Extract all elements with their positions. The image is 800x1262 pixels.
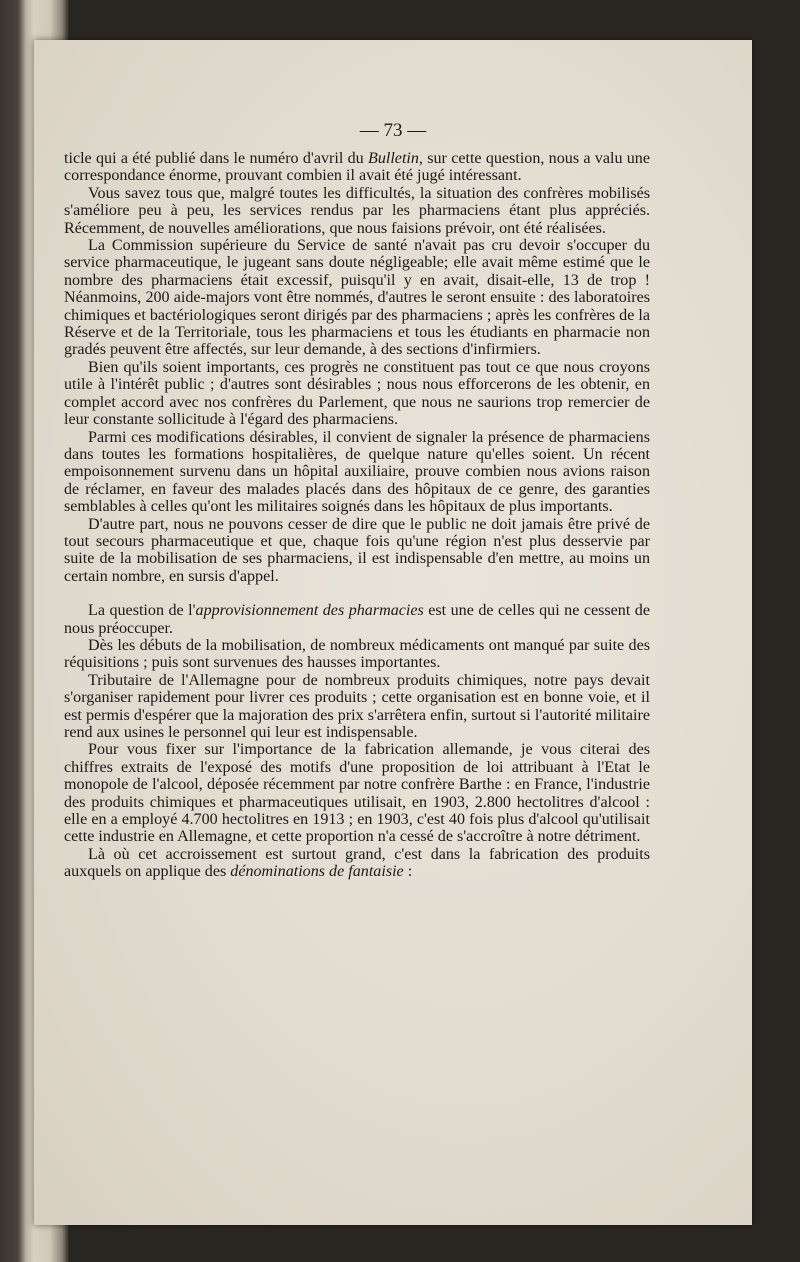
text-span: Parmi ces modifications désirables, il convient de signaler la présence de pharmaciens dans toutes les formations hospitalières, de quelque nature qu'elles soient. Un récent empoisonnement survenu dans un hôpital auxiliaire, prouve combien nous avions raison de réclamer, en faveur des malades placés dans des hôpitaux de ce genre, des garanties semblables à celles qu'ont les militaires soignés dans les hôpitaux de plus importants. (64, 428, 650, 516)
body-text (64, 150, 650, 881)
text-span: Dès les débuts de la mobilisation, de nombreux médicaments ont manqué par suite des réquisitions ; puis sont survenues des hausses importantes. (64, 636, 650, 672)
text-span: La Commission supérieure du Service de santé n'avait pas cru devoir s'occuper du service pharmaceutique, le jugeant sans doute négligeable; elle avait même estimé que le nombre des pharmaciens était excessif, puisqu'il y en avait, disait-elle, 13 de trop ! Néanmoins, 200 aide-majors vont être nommés, d'autres le seront ensuite : des laboratoires chimiques et bactériologiques seront dirigés par des pharmaciens ; après les confrères de la Réserve et de la Territoriale, tous les pharmaciens et tous les étudiants en pharmacie non gradés peuvent être affectés, sur leur demande, à des sections d'infirmiers. (64, 237, 650, 359)
paragraph-p8 (64, 637, 650, 672)
text-span: : (403, 863, 413, 881)
paragraph-p6 (64, 516, 650, 586)
paragraph-p9 (64, 672, 650, 742)
text-span: Pour vous fixer sur l'importance de la fabrication allemande, je vous citerai des chiffres extraits de l'exposé des motifs d'une proposition de loi attribuant à l'Etat le monopole de l'alcool, déposée récemment par notre confrère Barthe : en France, l'industrie des produits chimiques et pharmaceutiques utilisait, en 1903, 2.800 hectolitres d'alcool : elle en a employé 4.700 hectolitres en 1913 ; en 1903, c'est 40 fois plus d'alcool qu'utilisait cette industrie en Allemagne, et cette proportion n'a cessé de s'accroître à notre détriment. (64, 741, 650, 846)
paragraph-p7 (64, 602, 650, 637)
paragraph-p5 (64, 429, 650, 516)
paragraph-p3 (64, 237, 650, 359)
text-span: D'autre part, nous ne pouvons cesser de dire que le public ne doit jamais être privé de tout secours pharmaceutique et que, chaque fois qu'une région n'est plus desservie par suite de la mobilisation de ses pharmaciens, il est indispensable d'en mettre, au moins un certain nombre, en sursis d'appel. (64, 515, 650, 585)
text-span: Tributaire de l'Allemagne pour de nombreux produits chimiques, notre pays devait s'organiser rapidement pour livrer ces produits ; cette organisation est en bonne voie, et il est permis d'espérer que la majoration des prix s'arrêtera enfin, surtout si l'autorité militaire rend aux usines le personnel qui leur est indispensable. (64, 671, 650, 741)
page-number: — 73 — (359, 120, 427, 141)
text-span: est une de celles qui ne cessent de nous préoccuper. (64, 602, 650, 637)
italic-text: Bulletin, (367, 150, 423, 167)
document-page (34, 40, 752, 1225)
italic-text: dénominations de fantaisie (230, 863, 404, 881)
text-span: ticle qui a été publié dans le numéro d'avril du (64, 150, 368, 167)
paragraph-p10 (64, 741, 650, 845)
italic-text: approvisionnement des pharmacies (195, 602, 424, 620)
paragraph-p1 (64, 150, 650, 185)
text-span: Vous savez tous que, malgré toutes les difficultés, la situation des confrères mobilisés s'améliore peu à peu, les services rendus par les pharmaciens étant plus appréciés. Récemment, de nouvelles améliorations, que nous faisions prévoir, ont été réalisées. (64, 184, 650, 237)
paragraph-p2 (64, 185, 650, 237)
text-span: Là où cet accroissement est surtout grand, c'est dans la fabrication des produits auxquels on applique des (64, 845, 650, 881)
text-span: La question de l' (88, 602, 196, 620)
text-span: sur cette question, nous a valu une correspondance énorme, prouvant combien il avait été jugé intéressant. (64, 150, 651, 185)
text-span: Bien qu'ils soient importants, ces progrès ne constituent pas tout ce que nous croyons utile à l'intérêt public ; d'autres sont désirables ; nous nous efforcerons de les obtenir, en complet accord avec nos confrères du Parlement, que nous ne saurions trop remercier de leur constante sollicitude à l'égard des pharmaciens. (64, 358, 650, 429)
paragraph-p11 (64, 846, 650, 881)
paragraph-p4 (64, 359, 650, 429)
